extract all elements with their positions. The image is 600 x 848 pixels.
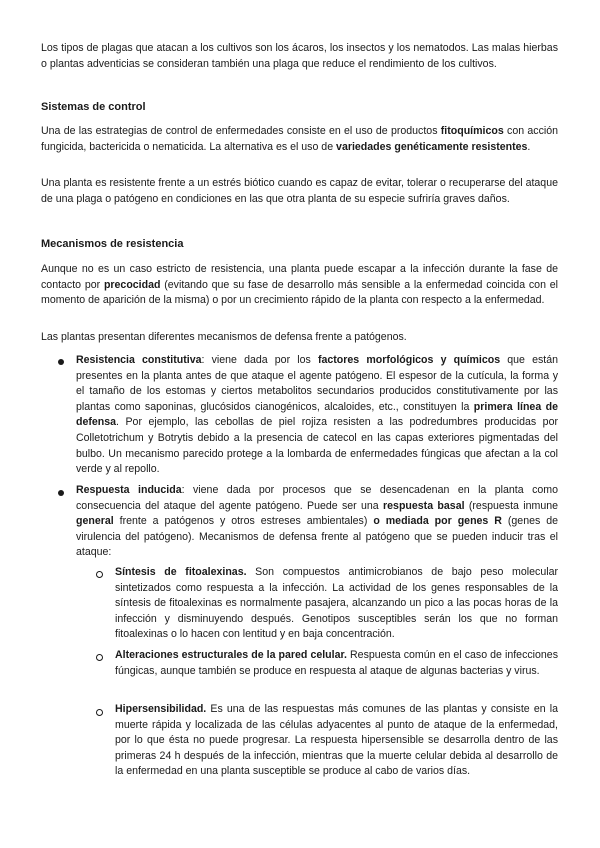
bold-term: precocidad xyxy=(103,278,161,291)
bold-term: Síntesis de fitoalexinas. xyxy=(115,566,247,578)
bold-term: Hipersensibilidad. xyxy=(115,703,207,715)
sub-bullet-circle xyxy=(96,709,103,716)
bullet-dot xyxy=(58,359,64,365)
sistemas-paragraph-1 xyxy=(41,124,558,155)
bullet-dot xyxy=(58,490,64,496)
bold-term: variedades genéticamente resistentes xyxy=(336,140,528,153)
bold-term: factores morfológicos y químicos xyxy=(317,354,501,366)
intro-paragraph: Los tipos de plagas que atacan a los cultivos son los ácaros, los insectos y los nematodos. Las malas hierbas o plantas adventicias se consideran también una plaga que reduce el rendimiento de los cultivos. xyxy=(41,42,558,70)
list-item-respuesta-inducida xyxy=(76,483,558,561)
text-run: Respuesta común en el caso de infecciones fúngicas, aunque también se produce en respuesta al ataque de algunas bacterias y virus. xyxy=(115,649,558,677)
text-run: que están presentes en la planta antes de que ataque el agente patógeno. El espesor de la cutícula, la forma y el tamaño de los estomas y ciertos metabolitos secundarios producidos constitutivamente por las plantas como saponinas, glucósidos cianogénicos, alcaloides, etc., constituyen la xyxy=(76,354,559,413)
mecanismos-paragraph-1 xyxy=(41,262,558,309)
bold-term: fitoquímicos xyxy=(440,125,504,137)
text-run: (evitando que su fase de desarrollo más sensible a la enfermedad coincida con el momento de aparición de la misma) o por un crecimiento rápido de la planta con respecto a la enfermedad. xyxy=(41,278,558,307)
mecanismos-paragraph-2: Las plantas presentan diferentes mecanismos de defensa frente a patógenos. xyxy=(41,331,407,343)
text-run: Es una de las respuestas más comunes de las plantas y consiste en la muerte rápida y localizada de las células adyacentes al punto de ataque de la enfermedad, por lo que ésta no puede progresar. La respuesta hipersensible se desarrolla dentro de las primeras 24 h después de la infección, mientras que la muerte celular debida al desarrollo de la enfermedad en una planta susceptible se produce al cabo de varios días. xyxy=(115,703,558,778)
sub-item-sintesis-de-fitoalexinas xyxy=(115,565,558,643)
sub-bullet-circle xyxy=(96,571,103,578)
heading-sistemas-de-control: Sistemas de control xyxy=(41,101,146,113)
text-run: Una de las estrategias de control de enfermedades consiste en el uso de productos xyxy=(41,125,441,137)
text-run: Son compuestos antimicrobianos de bajo peso molecular sintetizados como respuesta a la infección. La actividad de los genes responsables de la síntesis de fitoalexinas es normalmente pasajera, alcanzando un pico a las pocas horas de la infección y disminuyendo después. Genotipos susceptibles serán los que no forman fitoalexinas o lo hacen con lentitud y en baja concentración. xyxy=(115,566,558,641)
sub-item-alteraciones-estructurales xyxy=(115,648,558,679)
bold-term: Alteraciones estructurales de la pared celular. xyxy=(115,649,347,661)
text-run: : viene dada por procesos que se desencadenan en la planta como consecuencia del ataque del agente patógeno. Puede ser una xyxy=(76,484,559,512)
bold-term: Resistencia constitutiva xyxy=(76,354,202,366)
bold-term: primera línea de defensa xyxy=(76,400,558,429)
text-run: (respuesta inmune xyxy=(464,499,558,512)
text-run: Aunque no es un caso estricto de resistencia, una planta puede escapar a la infección durante la fase de contacto por xyxy=(41,263,558,291)
text-run: . Por ejemplo, las cebollas de piel rojiza resisten a las podredumbres producidas por Colletotrichum y Botrytis debido a la presencia de catecol en las capas exteriores pigmentadas del bulbo. Un mecanismo parecido protege a la lombarda de enfermedades fúngicas que afectan a la col verde y al repollo. xyxy=(76,416,558,476)
text-run: (genes de virulencia del patógeno). Mecanismos de defensa frente al patógeno que se pueden inducir tras el ataque: xyxy=(76,515,559,559)
list-item-resistencia-constitutiva xyxy=(76,353,558,478)
heading-mecanismos-de-resistencia: Mecanismos de resistencia xyxy=(41,238,184,250)
bold-term: general xyxy=(76,515,114,528)
text-run: . xyxy=(527,140,531,153)
bold-term: o mediada por genes R xyxy=(373,515,502,528)
text-run: con acción fungicida, bactericida o nematicida. La alternativa es el uso de xyxy=(41,125,558,153)
text-run: : viene dada por los xyxy=(201,354,318,366)
sub-item-hipersensibilidad xyxy=(115,702,558,780)
text-run: frente a patógenos y otros estreses ambientales) xyxy=(113,515,374,528)
sub-bullet-circle xyxy=(96,654,103,661)
bold-term: Respuesta inducida xyxy=(76,484,182,496)
sistemas-paragraph-2: Una planta es resistente frente a un estrés biótico cuando es capaz de evitar, tolerar o recuperarse del ataque de una plaga o patógeno en condiciones en las que otra planta de su especie sufriría graves daños. xyxy=(41,177,558,205)
bold-term: respuesta basal xyxy=(383,499,465,512)
